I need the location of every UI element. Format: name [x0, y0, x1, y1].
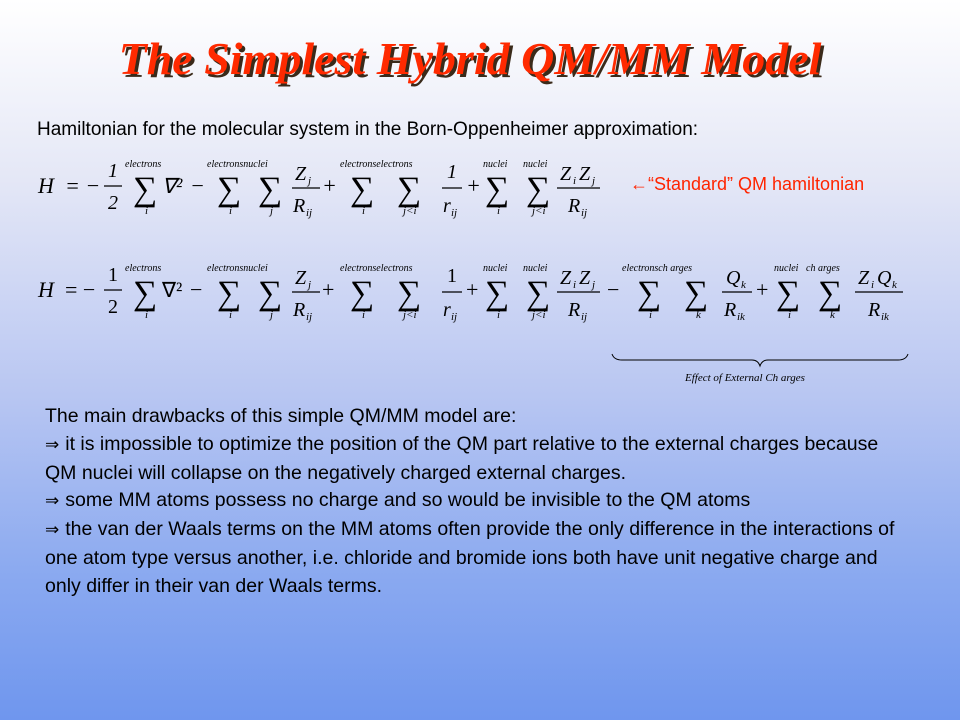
eq2-sum-label-nuclei: nuclei	[483, 263, 508, 274]
eq2-Zi-sub: i	[573, 279, 577, 291]
eq2-sum-sign: ∑	[133, 275, 158, 312]
eq2-R4-sub: ik	[881, 311, 889, 323]
eq2-one-2: 1	[447, 265, 457, 287]
eq2-sum-sign-9: ∑	[684, 275, 709, 312]
eq2-Zj-sub: j	[592, 279, 596, 291]
eq1-Z-sub: j	[308, 175, 312, 187]
eq2-Zi-2: Z	[858, 267, 870, 289]
eq1-two: 2	[108, 192, 118, 214]
eq1-Zj: Z	[579, 163, 591, 185]
eq2-index-i-4: i	[497, 309, 501, 321]
eq1-sum-sign-2: ∑	[217, 171, 242, 208]
eq1-Zi: Z	[560, 163, 572, 185]
eq1-index-j: j	[270, 205, 274, 217]
left-arrow-icon: ←	[630, 174, 648, 194]
eq1-equals-minus: = −	[65, 173, 101, 198]
eq1-index-i-2: i	[229, 205, 233, 217]
eq2-sum-sign-2: ∑	[217, 275, 242, 312]
eq2-H: H	[38, 277, 54, 302]
eq2-sum-label-electronscharges: electronsch arges	[622, 263, 693, 274]
drawbacks-heading: The main drawbacks of this simple QM/MM model are:	[45, 405, 517, 427]
eq1-minus: −	[190, 173, 205, 198]
eq2-index-k: k	[696, 309, 701, 321]
eq1-index-i-4: i	[497, 205, 501, 217]
eq2-R2: R	[568, 299, 581, 321]
eq2-equals-minus: = −	[65, 277, 96, 302]
eq1-one: 1	[108, 160, 118, 182]
drawback-item	[45, 431, 895, 488]
eq2-Q: Q	[726, 267, 741, 289]
eq2-Zj: Z	[579, 267, 591, 289]
eq2-sum-sign-6: ∑	[485, 275, 510, 312]
eq2-index-j: j	[270, 309, 274, 321]
eq1-sum-label-electronsnuclei: electronsnuclei	[207, 159, 268, 170]
eq1-H: H	[38, 173, 54, 198]
eq2-sum-label-charges: ch arges	[806, 263, 840, 274]
eq2-index-k-2: k	[830, 309, 835, 321]
standard-qm-note-text: “Standard” QM hamiltonian	[648, 174, 865, 194]
eq2-sum-label-electrons: electrons	[125, 263, 162, 274]
eq2-Zi: Z	[560, 267, 572, 289]
eq2-sum-label-electronsnuclei: electronsnuclei	[207, 263, 268, 274]
eq2-Z-sub: j	[308, 279, 312, 291]
eq1-Z: Z	[295, 163, 307, 185]
eq1-R2: R	[568, 195, 581, 217]
drawback-item	[45, 516, 895, 600]
drawback-text: the van der Waals terms on the MM atoms often provide the only difference in the interactions of one atom type versus another, i.e. chloride and bromide ions both have unit negative charge and only differ in their van der Waals terms.	[45, 518, 895, 597]
eq2-R-sub: ij	[306, 311, 313, 323]
eq2-Z: Z	[295, 267, 307, 289]
drawback-item	[45, 487, 895, 516]
eq2-index-i-2: i	[229, 309, 233, 321]
eq2-Q-sub: k	[741, 279, 746, 291]
eq2-sum-label-nuclei-3: nuclei	[774, 263, 799, 274]
eq2-Zi-2-sub: i	[871, 279, 875, 291]
eq2-one: 1	[108, 264, 118, 286]
eq2-sum-sign-11: ∑	[818, 275, 843, 312]
standard-qm-note	[630, 174, 864, 195]
eq2-index-i-6: i	[788, 309, 792, 321]
eq2-two: 2	[108, 296, 118, 318]
eq2-laplacian: ∇²	[162, 278, 183, 302]
eq2-plus-3: +	[756, 277, 769, 302]
drawbacks-section	[45, 403, 895, 601]
eq1-one-2: 1	[447, 161, 457, 183]
standard-qm-hamiltonian	[37, 159, 600, 219]
eq2-R3-sub: ik	[737, 311, 745, 323]
eq1-index-jlti-2: j<i	[532, 205, 546, 217]
eq1-plus: +	[322, 173, 337, 198]
eq1-laplacian: ∇²	[162, 174, 183, 198]
eq2-sum-sign-5: ∑	[397, 275, 422, 312]
eq1-sum-sign-4: ∑	[350, 171, 375, 208]
eq2-index-i-3: i	[362, 309, 366, 321]
eq2-index-i: i	[145, 309, 149, 321]
eq1-sum-sign-6: ∑	[485, 171, 510, 208]
eq2-sum-sign-8: ∑	[637, 275, 662, 312]
eq2-sum-label-electronselectrons: electronselectrons	[340, 263, 413, 274]
eq1-R2-sub: ij	[581, 207, 588, 219]
eq2-sum-sign-10: ∑	[776, 275, 801, 312]
eq2-sum-sign-7: ∑	[526, 275, 551, 312]
eq1-Zi-sub: i	[573, 175, 577, 187]
eq1-R: R	[293, 195, 306, 217]
eq2-sum-label-nuclei-2: nuclei	[523, 263, 548, 274]
drawback-text: it is impossible to optimize the position of the QM part relative to the external charges because QM nuclei will collapse on the negatively charged external charges.	[45, 432, 879, 484]
eq1-sum-label-nuclei-2: nuclei	[523, 159, 548, 170]
eq1-sum-sign: ∑	[133, 171, 158, 208]
eq2-Q-2-sub: k	[892, 279, 897, 291]
eq2-index-jlti: j<i	[403, 309, 417, 321]
eq1-plus-2: +	[466, 173, 481, 198]
eq2-r: r	[443, 299, 451, 321]
eq2-sum-sign-4: ∑	[350, 275, 375, 312]
eq2-plus-2: +	[466, 277, 479, 302]
eq1-sum-label-electronselectrons: electronselectrons	[340, 159, 413, 170]
eq1-index-i-3: i	[362, 205, 366, 217]
implies-arrow-icon: ⇒	[45, 434, 60, 455]
eq2-R4: R	[868, 299, 881, 321]
eq2-Q-2: Q	[877, 267, 892, 289]
eq2-R: R	[293, 299, 306, 321]
eq2-index-i-5: i	[649, 309, 653, 321]
eq1-R-sub: ij	[306, 207, 313, 219]
eq2-sum-sign-3: ∑	[258, 275, 283, 312]
eq1-sum-index-i: i	[145, 205, 149, 217]
eq1-index-jlti: j<i	[403, 205, 417, 217]
intro-text: Hamiltonian for the molecular system in the Born-Oppenheimer approximation:	[37, 119, 699, 140]
eq1-r: r	[443, 195, 451, 217]
eq2-R2-sub: ij	[581, 311, 588, 323]
effect-external-charges-label: Effect of External Ch arges	[685, 372, 805, 384]
implies-arrow-icon: ⇒	[45, 520, 60, 541]
qmmm-hamiltonian	[37, 263, 908, 384]
eq1-r-sub: ij	[451, 207, 458, 219]
drawback-text: some MM atoms possess no charge and so would be invisible to the QM atoms	[65, 489, 751, 512]
eq2-plus: +	[322, 277, 335, 302]
slide-title: The Simplest Hybrid QM/MM Model	[118, 33, 822, 84]
underbrace	[612, 354, 908, 366]
eq1-sum-label-nuclei: nuclei	[483, 159, 508, 170]
eq1-sum-sign-5: ∑	[397, 171, 422, 208]
eq1-sum-sign-7: ∑	[526, 171, 551, 208]
eq2-r-sub: ij	[451, 311, 458, 323]
implies-arrow-icon: ⇒	[45, 491, 60, 512]
eq1-Zj-sub: j	[592, 175, 596, 187]
eq2-minus-2: −	[607, 277, 620, 302]
eq1-sum-sign-3: ∑	[258, 171, 283, 208]
eq2-minus: −	[190, 277, 203, 302]
eq1-sum-label-electrons: electrons	[125, 159, 162, 170]
eq2-R3: R	[724, 299, 737, 321]
eq2-index-jlti-2: j<i	[532, 309, 546, 321]
